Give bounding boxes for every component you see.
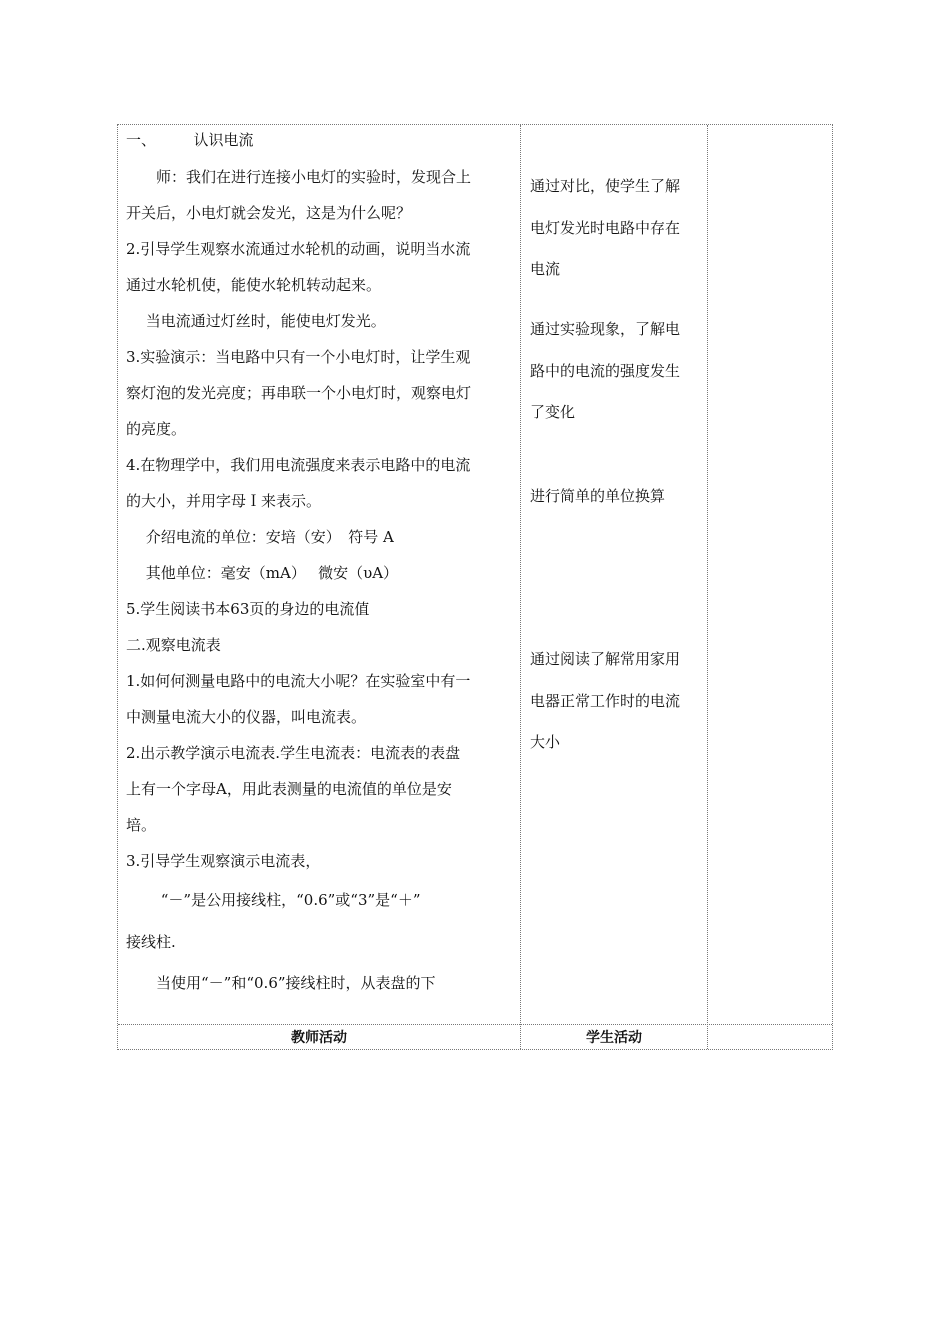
student-note (530, 309, 708, 434)
teacher-line: 培。 (126, 816, 157, 834)
lesson-table (117, 124, 833, 1050)
student-note-line: 通过阅读了解常用家用 (530, 650, 681, 668)
teacher-line: 2.出示教学演示电流表.学生电流表：电流表的表盘 (126, 744, 461, 762)
student-note-line: 电灯发光时电路中存在 (530, 218, 681, 237)
student-note-line: 大小 (530, 733, 561, 751)
teacher-line: 的大小，并用字母Ｉ来表示。 (126, 492, 322, 510)
teacher-line: 通过水轮机使，能使水轮机转动起来。 (126, 276, 382, 294)
student-note-line: 路中的电流的强度发生 (530, 361, 681, 380)
teacher-line: 介绍电流的单位：安培（安） 符号 A (126, 528, 394, 546)
teacher-line: 开关后，小电灯就会发光，这是为什么呢？ (126, 204, 412, 222)
teacher-line: 接线柱. (126, 933, 176, 951)
teacher-line: 当使用“－”和“0.6”接线柱时，从表盘的下 (126, 974, 436, 992)
teacher-line: 5.学生阅读书本63页的身边的电流值 (126, 600, 370, 618)
student-note-line: 通过对比，使学生了解 (530, 177, 681, 195)
student-note (530, 476, 708, 518)
student-note-line: 进行简单的单位换算 (530, 487, 666, 505)
row-divider (118, 1024, 832, 1025)
student-note-line: 了变化 (530, 403, 576, 421)
teacher-line: 的亮度。 (126, 420, 187, 438)
teacher-line: 当电流通过灯丝时，能使电灯发光。 (126, 312, 386, 330)
student-activity-header: 学生活动 (586, 1030, 642, 1046)
teacher-line: 2.引导学生观察水流通过水轮机的动画，说明当水流 (126, 240, 471, 258)
teacher-line: 3.实验演示：当电路中只有一个小电灯时，让学生观 (126, 348, 471, 366)
teacher-line: 一、 认识电流 (126, 131, 254, 149)
teacher-line: 察灯泡的发光亮度；再串联一个小电灯时，观察电灯 (126, 384, 472, 402)
teacher-activity-header: 教师活动 (291, 1030, 347, 1046)
teacher-line: 中测量电流大小的仪器，叫电流表。 (126, 708, 367, 726)
teacher-activity-cell (126, 127, 522, 1003)
student-note-line: 电流 (530, 260, 561, 278)
teacher-line: 师：我们在进行连接小电灯的实验时，发现合上 (126, 168, 472, 186)
teacher-line: 上有一个字母A，用此表测量的电流值的单位是安 (126, 780, 452, 798)
student-note-line: 电器正常工作时的电流 (530, 691, 681, 710)
student-note-line: 通过实验现象，了解电 (530, 320, 681, 338)
teacher-line: 4.在物理学中，我们用电流强度来表示电路中的电流 (126, 456, 471, 474)
teacher-line: 1.如何何测量电路中的电流大小呢？在实验室中有一 (126, 672, 471, 690)
teacher-line: “－”是公用接线柱，“0.6”或“3”是“＋” (126, 891, 421, 909)
teacher-line: 3.引导学生观察演示电流表， (126, 852, 321, 870)
student-note (530, 166, 708, 291)
teacher-line: 二.观察电流表 (126, 636, 221, 654)
student-note (530, 639, 708, 764)
teacher-line: 其他单位：毫安（mA） 微安（υA） (126, 564, 399, 582)
